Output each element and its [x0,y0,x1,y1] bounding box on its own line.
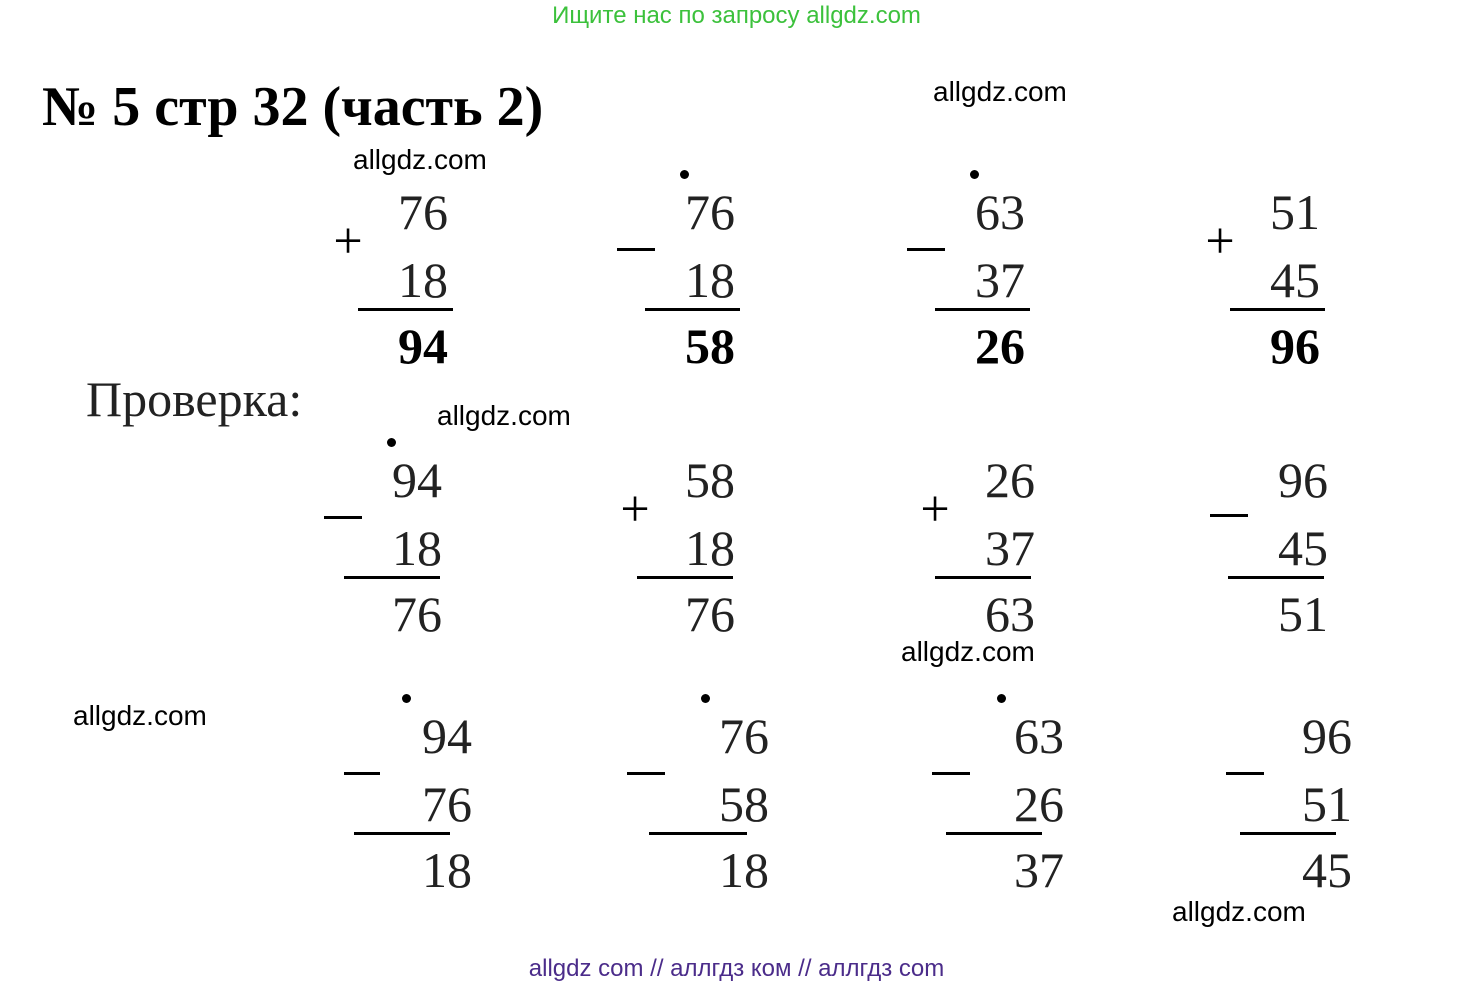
minus-sign [344,772,380,775]
result-line [344,576,440,579]
borrow-dot [701,694,710,703]
minus-sign [907,248,945,251]
subtrahend: 18 [398,252,448,308]
plus-sign: + [1205,213,1235,270]
minuend: 51 [1270,184,1320,240]
column-problem [615,184,755,384]
result-line [1228,576,1324,579]
subtrahend: 18 [685,252,735,308]
subtrahend: 76 [422,776,472,832]
column-problem [905,184,1045,384]
result: 26 [975,318,1025,374]
result-line [649,832,747,835]
minus-sign [324,516,362,519]
check-label: Проверка: [86,371,303,427]
subtrahend: 37 [975,252,1025,308]
subtrahend: 45 [1270,252,1320,308]
borrow-dot [997,694,1006,703]
result: 18 [422,842,472,898]
plus-sign: + [920,481,950,538]
result-line [1230,308,1325,311]
minus-sign [1226,772,1264,775]
result-line [645,308,740,311]
result: 76 [685,586,735,642]
minuend: 76 [398,184,448,240]
minuend: 76 [719,708,769,764]
minuend: 94 [392,452,442,508]
column-problem [1222,708,1362,908]
column-problem [915,452,1055,652]
minuend: 26 [985,452,1035,508]
subtrahend: 18 [685,520,735,576]
minuend: 63 [1014,708,1064,764]
column-problem [930,708,1070,908]
result: 58 [685,318,735,374]
minuend: 96 [1302,708,1352,764]
column-problem [1208,452,1348,652]
column-problem [328,184,468,384]
minuend: 94 [422,708,472,764]
subtrahend: 18 [392,520,442,576]
result-line [354,832,450,835]
subtrahend: 51 [1302,776,1352,832]
result-line [637,576,733,579]
plus-sign: + [620,481,650,538]
page-title: № 5 стр 32 (часть 2) [42,76,544,138]
watermark: allgdz.com [1172,896,1306,927]
watermark: allgdz.com [933,76,1067,107]
borrow-dot [680,170,689,179]
result: 63 [985,586,1035,642]
watermark: allgdz.com [73,700,207,731]
borrow-dot [387,438,396,447]
subtrahend: 37 [985,520,1035,576]
result: 94 [398,318,448,374]
result-line [1240,832,1336,835]
column-problem [1200,184,1340,384]
plus-sign: + [333,213,363,270]
result-line [935,308,1030,311]
result: 51 [1278,586,1328,642]
column-problem [625,708,769,908]
minuend: 76 [685,184,735,240]
minus-sign [617,248,655,251]
subtrahend: 45 [1278,520,1328,576]
minus-sign [1210,514,1248,517]
minuend: 63 [975,184,1025,240]
subtrahend: 26 [1014,776,1064,832]
borrow-dot [970,170,979,179]
result-line [946,832,1042,835]
result: 96 [1270,318,1320,374]
minus-sign [627,772,665,775]
watermark: allgdz.com [437,400,571,431]
minuend: 58 [685,452,735,508]
column-problem [322,452,462,652]
borrow-dot [402,694,411,703]
watermark: allgdz.com [353,144,487,175]
watermark: allgdz.com [901,636,1035,667]
footer-watermark: allgdz com // аллгдз ком // аллгдз com [528,955,945,982]
top-banner: Ищите нас по запросу allgdz.com [552,2,921,29]
result: 18 [719,842,769,898]
result: 37 [1014,842,1064,898]
result: 76 [392,586,442,642]
result: 45 [1302,842,1352,898]
column-problem [340,708,480,908]
minus-sign [932,772,970,775]
result-line [935,576,1031,579]
minuend: 96 [1278,452,1328,508]
result-line [358,308,453,311]
column-problem [615,452,755,652]
subtrahend: 58 [719,776,769,832]
